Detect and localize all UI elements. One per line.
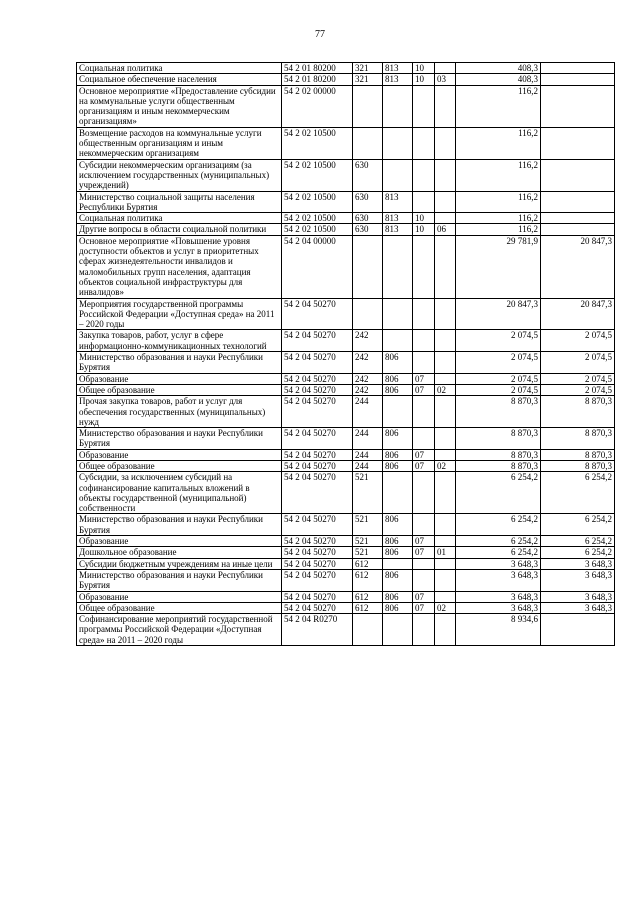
row-target-article-cell: 54 2 04 50270 bbox=[282, 591, 353, 602]
table-row bbox=[77, 614, 615, 646]
row-amount-cell: 116,2 bbox=[456, 213, 541, 224]
row-name-cell: Образование bbox=[77, 373, 282, 384]
row-administrator-cell bbox=[383, 85, 413, 127]
row-amount-cell: 116,2 bbox=[456, 159, 541, 191]
table-row bbox=[77, 373, 615, 384]
table-row bbox=[77, 352, 615, 374]
table-row bbox=[77, 213, 615, 224]
row-federal-amount-cell bbox=[541, 191, 615, 213]
row-administrator-cell: 806 bbox=[383, 569, 413, 591]
row-name-cell: Социальное обеспечение населения bbox=[77, 74, 282, 85]
row-subsection-cell bbox=[435, 373, 456, 384]
row-target-article-cell: 54 2 04 50270 bbox=[282, 558, 353, 569]
row-expense-type-cell: 612 bbox=[353, 602, 383, 613]
row-name-cell: Другие вопросы в области социальной политики bbox=[77, 224, 282, 235]
row-federal-amount-cell bbox=[541, 213, 615, 224]
table-row bbox=[77, 569, 615, 591]
row-target-article-cell: 54 2 04 50270 bbox=[282, 514, 353, 536]
table-row bbox=[77, 74, 615, 85]
row-subsection-cell: 03 bbox=[435, 74, 456, 85]
row-administrator-cell: 806 bbox=[383, 591, 413, 602]
table-row bbox=[77, 449, 615, 460]
row-administrator-cell bbox=[383, 235, 413, 298]
row-administrator-cell bbox=[383, 159, 413, 191]
row-amount-cell: 2 074,5 bbox=[456, 352, 541, 374]
row-expense-type-cell: 242 bbox=[353, 352, 383, 374]
row-section-cell bbox=[413, 85, 435, 127]
row-name-cell: Образование bbox=[77, 449, 282, 460]
row-subsection-cell bbox=[435, 235, 456, 298]
row-section-cell bbox=[413, 558, 435, 569]
row-administrator-cell: 806 bbox=[383, 547, 413, 558]
row-expense-type-cell: 244 bbox=[353, 396, 383, 428]
row-administrator-cell bbox=[383, 558, 413, 569]
row-name-cell: Основное мероприятие «Предоставление субсидии на коммунальные услуги общественным организациям и иным некоммерческим организациям» bbox=[77, 85, 282, 127]
row-name-cell: Общее образование bbox=[77, 602, 282, 613]
row-target-article-cell: 54 2 02 10500 bbox=[282, 159, 353, 191]
row-amount-cell: 8 870,3 bbox=[456, 428, 541, 450]
row-target-article-cell: 54 2 04 50270 bbox=[282, 330, 353, 352]
row-federal-amount-cell: 2 074,5 bbox=[541, 384, 615, 395]
row-subsection-cell bbox=[435, 472, 456, 514]
row-subsection-cell bbox=[435, 514, 456, 536]
row-subsection-cell bbox=[435, 191, 456, 213]
row-expense-type-cell: 630 bbox=[353, 159, 383, 191]
row-subsection-cell bbox=[435, 298, 456, 330]
row-name-cell: Возмещение расходов на коммунальные услуги общественным организациям и иным некоммерческим организациям bbox=[77, 127, 282, 159]
table-row bbox=[77, 63, 615, 74]
row-federal-amount-cell: 20 847,3 bbox=[541, 298, 615, 330]
row-expense-type-cell bbox=[353, 85, 383, 127]
row-target-article-cell: 54 2 04 50270 bbox=[282, 396, 353, 428]
row-name-cell: Министерство образования и науки Республики Бурятия bbox=[77, 569, 282, 591]
row-section-cell: 07 bbox=[413, 384, 435, 395]
row-federal-amount-cell: 3 648,3 bbox=[541, 558, 615, 569]
row-target-article-cell: 54 2 02 10500 bbox=[282, 224, 353, 235]
table-row bbox=[77, 127, 615, 159]
row-target-article-cell: 54 2 04 50270 bbox=[282, 352, 353, 374]
row-section-cell: 07 bbox=[413, 449, 435, 460]
row-name-cell: Социальная политика bbox=[77, 213, 282, 224]
row-section-cell bbox=[413, 235, 435, 298]
row-subsection-cell bbox=[435, 569, 456, 591]
row-target-article-cell: 54 2 04 50270 bbox=[282, 536, 353, 547]
row-name-cell: Мероприятия государственной программы Российской Федерации «Доступная среда» на 2011 – 2020 годы bbox=[77, 298, 282, 330]
row-amount-cell: 20 847,3 bbox=[456, 298, 541, 330]
row-section-cell bbox=[413, 569, 435, 591]
row-expense-type-cell bbox=[353, 298, 383, 330]
row-federal-amount-cell: 3 648,3 bbox=[541, 602, 615, 613]
row-target-article-cell: 54 2 04 50270 bbox=[282, 373, 353, 384]
row-section-cell: 07 bbox=[413, 547, 435, 558]
row-federal-amount-cell: 2 074,5 bbox=[541, 330, 615, 352]
table-row bbox=[77, 536, 615, 547]
row-administrator-cell: 806 bbox=[383, 514, 413, 536]
row-name-cell: Основное мероприятие «Повышение уровня доступности объектов и услуг в приоритетных сферах жизнедеятельности инвалидов и маломобильных групп населения, адаптация объектов социальной инфраструктуры для инвалидов» bbox=[77, 235, 282, 298]
row-section-cell bbox=[413, 298, 435, 330]
table-row bbox=[77, 547, 615, 558]
row-expense-type-cell: 242 bbox=[353, 373, 383, 384]
table-row bbox=[77, 558, 615, 569]
table-row bbox=[77, 85, 615, 127]
row-administrator-cell: 806 bbox=[383, 602, 413, 613]
row-subsection-cell: 06 bbox=[435, 224, 456, 235]
row-expense-type-cell: 630 bbox=[353, 191, 383, 213]
row-section-cell bbox=[413, 159, 435, 191]
row-name-cell: Субсидии бюджетным учреждениям на иные цели bbox=[77, 558, 282, 569]
row-subsection-cell bbox=[435, 63, 456, 74]
table-row bbox=[77, 191, 615, 213]
row-administrator-cell: 806 bbox=[383, 460, 413, 471]
row-name-cell: Образование bbox=[77, 591, 282, 602]
row-federal-amount-cell: 8 870,3 bbox=[541, 428, 615, 450]
row-amount-cell: 2 074,5 bbox=[456, 384, 541, 395]
row-federal-amount-cell: 8 870,3 bbox=[541, 460, 615, 471]
row-section-cell bbox=[413, 514, 435, 536]
table-row bbox=[77, 298, 615, 330]
row-federal-amount-cell bbox=[541, 74, 615, 85]
table-row bbox=[77, 396, 615, 428]
row-amount-cell: 116,2 bbox=[456, 191, 541, 213]
row-expense-type-cell: 242 bbox=[353, 330, 383, 352]
row-amount-cell: 6 254,2 bbox=[456, 547, 541, 558]
row-target-article-cell: 54 2 01 80200 bbox=[282, 74, 353, 85]
row-administrator-cell: 806 bbox=[383, 428, 413, 450]
row-amount-cell: 3 648,3 bbox=[456, 602, 541, 613]
row-expense-type-cell: 244 bbox=[353, 449, 383, 460]
row-expense-type-cell bbox=[353, 127, 383, 159]
row-administrator-cell: 806 bbox=[383, 384, 413, 395]
row-target-article-cell: 54 2 02 10500 bbox=[282, 191, 353, 213]
row-section-cell bbox=[413, 330, 435, 352]
row-target-article-cell: 54 2 04 50270 bbox=[282, 602, 353, 613]
row-federal-amount-cell: 6 254,2 bbox=[541, 472, 615, 514]
row-federal-amount-cell: 3 648,3 bbox=[541, 591, 615, 602]
table-row bbox=[77, 235, 615, 298]
row-expense-type-cell: 244 bbox=[353, 460, 383, 471]
row-subsection-cell: 02 bbox=[435, 602, 456, 613]
table-row bbox=[77, 460, 615, 471]
row-administrator-cell bbox=[383, 396, 413, 428]
row-amount-cell: 6 254,2 bbox=[456, 514, 541, 536]
row-target-article-cell: 54 2 04 50270 bbox=[282, 472, 353, 514]
row-section-cell: 10 bbox=[413, 74, 435, 85]
row-section-cell bbox=[413, 127, 435, 159]
row-administrator-cell bbox=[383, 614, 413, 646]
row-administrator-cell: 806 bbox=[383, 449, 413, 460]
row-section-cell: 07 bbox=[413, 460, 435, 471]
row-name-cell: Субсидии некоммерческим организациям (за исключением государственных (муниципальных) учреждений) bbox=[77, 159, 282, 191]
row-subsection-cell bbox=[435, 591, 456, 602]
row-section-cell bbox=[413, 472, 435, 514]
row-federal-amount-cell bbox=[541, 63, 615, 74]
row-target-article-cell: 54 2 04 50270 bbox=[282, 428, 353, 450]
row-section-cell bbox=[413, 614, 435, 646]
row-expense-type-cell: 612 bbox=[353, 558, 383, 569]
row-section-cell bbox=[413, 352, 435, 374]
row-amount-cell: 408,3 bbox=[456, 74, 541, 85]
row-federal-amount-cell: 2 074,5 bbox=[541, 352, 615, 374]
row-federal-amount-cell bbox=[541, 614, 615, 646]
row-federal-amount-cell bbox=[541, 224, 615, 235]
row-subsection-cell bbox=[435, 558, 456, 569]
row-amount-cell: 6 254,2 bbox=[456, 472, 541, 514]
row-subsection-cell: 01 bbox=[435, 547, 456, 558]
row-name-cell: Софинансирование мероприятий государственной программы Российской Федерации «Доступная среда» на 2011 – 2020 годы bbox=[77, 614, 282, 646]
row-name-cell: Прочая закупка товаров, работ и услуг для обеспечения государственных (муниципальных) нужд bbox=[77, 396, 282, 428]
row-expense-type-cell: 521 bbox=[353, 514, 383, 536]
row-expense-type-cell: 612 bbox=[353, 569, 383, 591]
row-expense-type-cell: 321 bbox=[353, 63, 383, 74]
row-administrator-cell: 813 bbox=[383, 191, 413, 213]
row-administrator-cell bbox=[383, 127, 413, 159]
row-target-article-cell: 54 2 04 50270 bbox=[282, 569, 353, 591]
row-subsection-cell bbox=[435, 428, 456, 450]
row-federal-amount-cell: 8 870,3 bbox=[541, 396, 615, 428]
row-name-cell: Дошкольное образование bbox=[77, 547, 282, 558]
row-federal-amount-cell: 3 648,3 bbox=[541, 569, 615, 591]
table-row bbox=[77, 514, 615, 536]
row-amount-cell: 2 074,5 bbox=[456, 330, 541, 352]
row-expense-type-cell: 521 bbox=[353, 536, 383, 547]
row-subsection-cell bbox=[435, 536, 456, 547]
row-target-article-cell: 54 2 04 50270 bbox=[282, 547, 353, 558]
row-subsection-cell bbox=[435, 614, 456, 646]
row-target-article-cell: 54 2 02 10500 bbox=[282, 127, 353, 159]
row-expense-type-cell: 612 bbox=[353, 591, 383, 602]
row-federal-amount-cell: 2 074,5 bbox=[541, 373, 615, 384]
row-name-cell: Образование bbox=[77, 536, 282, 547]
table-row bbox=[77, 330, 615, 352]
row-section-cell bbox=[413, 191, 435, 213]
row-target-article-cell: 54 2 02 00000 bbox=[282, 85, 353, 127]
row-target-article-cell: 54 2 02 10500 bbox=[282, 213, 353, 224]
budget-table bbox=[76, 62, 615, 646]
row-section-cell: 10 bbox=[413, 63, 435, 74]
row-expense-type-cell: 630 bbox=[353, 224, 383, 235]
row-section-cell: 07 bbox=[413, 591, 435, 602]
row-subsection-cell bbox=[435, 352, 456, 374]
table-row bbox=[77, 591, 615, 602]
row-section-cell: 10 bbox=[413, 224, 435, 235]
row-amount-cell: 3 648,3 bbox=[456, 558, 541, 569]
row-subsection-cell bbox=[435, 396, 456, 428]
row-section-cell: 07 bbox=[413, 602, 435, 613]
row-subsection-cell bbox=[435, 449, 456, 460]
row-expense-type-cell: 630 bbox=[353, 213, 383, 224]
row-name-cell: Общее образование bbox=[77, 384, 282, 395]
row-section-cell bbox=[413, 396, 435, 428]
row-subsection-cell: 02 bbox=[435, 460, 456, 471]
row-subsection-cell bbox=[435, 159, 456, 191]
page-number: 77 bbox=[315, 29, 325, 40]
row-expense-type-cell: 521 bbox=[353, 547, 383, 558]
budget-table-body bbox=[77, 63, 615, 646]
row-federal-amount-cell: 6 254,2 bbox=[541, 514, 615, 536]
row-expense-type-cell: 244 bbox=[353, 428, 383, 450]
row-name-cell: Министерство образования и науки Республики Бурятия bbox=[77, 514, 282, 536]
row-federal-amount-cell: 6 254,2 bbox=[541, 536, 615, 547]
row-amount-cell: 3 648,3 bbox=[456, 569, 541, 591]
row-amount-cell: 8 870,3 bbox=[456, 449, 541, 460]
table-row bbox=[77, 602, 615, 613]
row-subsection-cell bbox=[435, 213, 456, 224]
row-federal-amount-cell bbox=[541, 85, 615, 127]
row-amount-cell: 116,2 bbox=[456, 224, 541, 235]
row-subsection-cell bbox=[435, 85, 456, 127]
row-amount-cell: 408,3 bbox=[456, 63, 541, 74]
row-amount-cell: 6 254,2 bbox=[456, 536, 541, 547]
row-expense-type-cell: 242 bbox=[353, 384, 383, 395]
row-target-article-cell: 54 2 04 50270 bbox=[282, 384, 353, 395]
row-target-article-cell: 54 2 04 50270 bbox=[282, 460, 353, 471]
table-row bbox=[77, 428, 615, 450]
row-administrator-cell bbox=[383, 298, 413, 330]
row-amount-cell: 3 648,3 bbox=[456, 591, 541, 602]
row-name-cell: Министерство образования и науки Республики Бурятия bbox=[77, 352, 282, 374]
row-federal-amount-cell: 8 870,3 bbox=[541, 449, 615, 460]
row-expense-type-cell: 521 bbox=[353, 472, 383, 514]
row-expense-type-cell: 321 bbox=[353, 74, 383, 85]
row-target-article-cell: 54 2 04 50270 bbox=[282, 298, 353, 330]
row-section-cell: 07 bbox=[413, 536, 435, 547]
row-name-cell: Общее образование bbox=[77, 460, 282, 471]
row-target-article-cell: 54 2 04 00000 bbox=[282, 235, 353, 298]
row-expense-type-cell bbox=[353, 235, 383, 298]
row-administrator-cell: 813 bbox=[383, 74, 413, 85]
row-subsection-cell bbox=[435, 330, 456, 352]
table-row bbox=[77, 224, 615, 235]
row-amount-cell: 116,2 bbox=[456, 85, 541, 127]
row-administrator-cell: 806 bbox=[383, 373, 413, 384]
row-federal-amount-cell: 20 847,3 bbox=[541, 235, 615, 298]
row-subsection-cell bbox=[435, 127, 456, 159]
table-row bbox=[77, 159, 615, 191]
row-subsection-cell: 02 bbox=[435, 384, 456, 395]
row-target-article-cell: 54 2 01 80200 bbox=[282, 63, 353, 74]
row-federal-amount-cell bbox=[541, 127, 615, 159]
row-administrator-cell bbox=[383, 472, 413, 514]
row-target-article-cell: 54 2 04 R0270 bbox=[282, 614, 353, 646]
row-target-article-cell: 54 2 04 50270 bbox=[282, 449, 353, 460]
row-amount-cell: 8 934,6 bbox=[456, 614, 541, 646]
row-administrator-cell bbox=[383, 330, 413, 352]
row-section-cell bbox=[413, 428, 435, 450]
row-administrator-cell: 813 bbox=[383, 213, 413, 224]
row-amount-cell: 8 870,3 bbox=[456, 460, 541, 471]
row-amount-cell: 29 781,9 bbox=[456, 235, 541, 298]
row-section-cell: 10 bbox=[413, 213, 435, 224]
row-name-cell: Социальная политика bbox=[77, 63, 282, 74]
row-expense-type-cell bbox=[353, 614, 383, 646]
row-administrator-cell: 813 bbox=[383, 224, 413, 235]
row-administrator-cell: 806 bbox=[383, 536, 413, 547]
row-amount-cell: 116,2 bbox=[456, 127, 541, 159]
table-row bbox=[77, 472, 615, 514]
row-name-cell: Закупка товаров, работ, услуг в сфере информационно-коммуникационных технологий bbox=[77, 330, 282, 352]
row-administrator-cell: 813 bbox=[383, 63, 413, 74]
row-name-cell: Министерство социальной защиты населения Республики Бурятия bbox=[77, 191, 282, 213]
row-section-cell: 07 bbox=[413, 373, 435, 384]
row-name-cell: Министерство образования и науки Республики Бурятия bbox=[77, 428, 282, 450]
row-amount-cell: 2 074,5 bbox=[456, 373, 541, 384]
row-name-cell: Субсидии, за исключением субсидий на софинансирование капитальных вложений в объекты государственной (муниципальной) собственности bbox=[77, 472, 282, 514]
row-amount-cell: 8 870,3 bbox=[456, 396, 541, 428]
row-administrator-cell: 806 bbox=[383, 352, 413, 374]
row-federal-amount-cell bbox=[541, 159, 615, 191]
row-federal-amount-cell: 6 254,2 bbox=[541, 547, 615, 558]
table-row bbox=[77, 384, 615, 395]
